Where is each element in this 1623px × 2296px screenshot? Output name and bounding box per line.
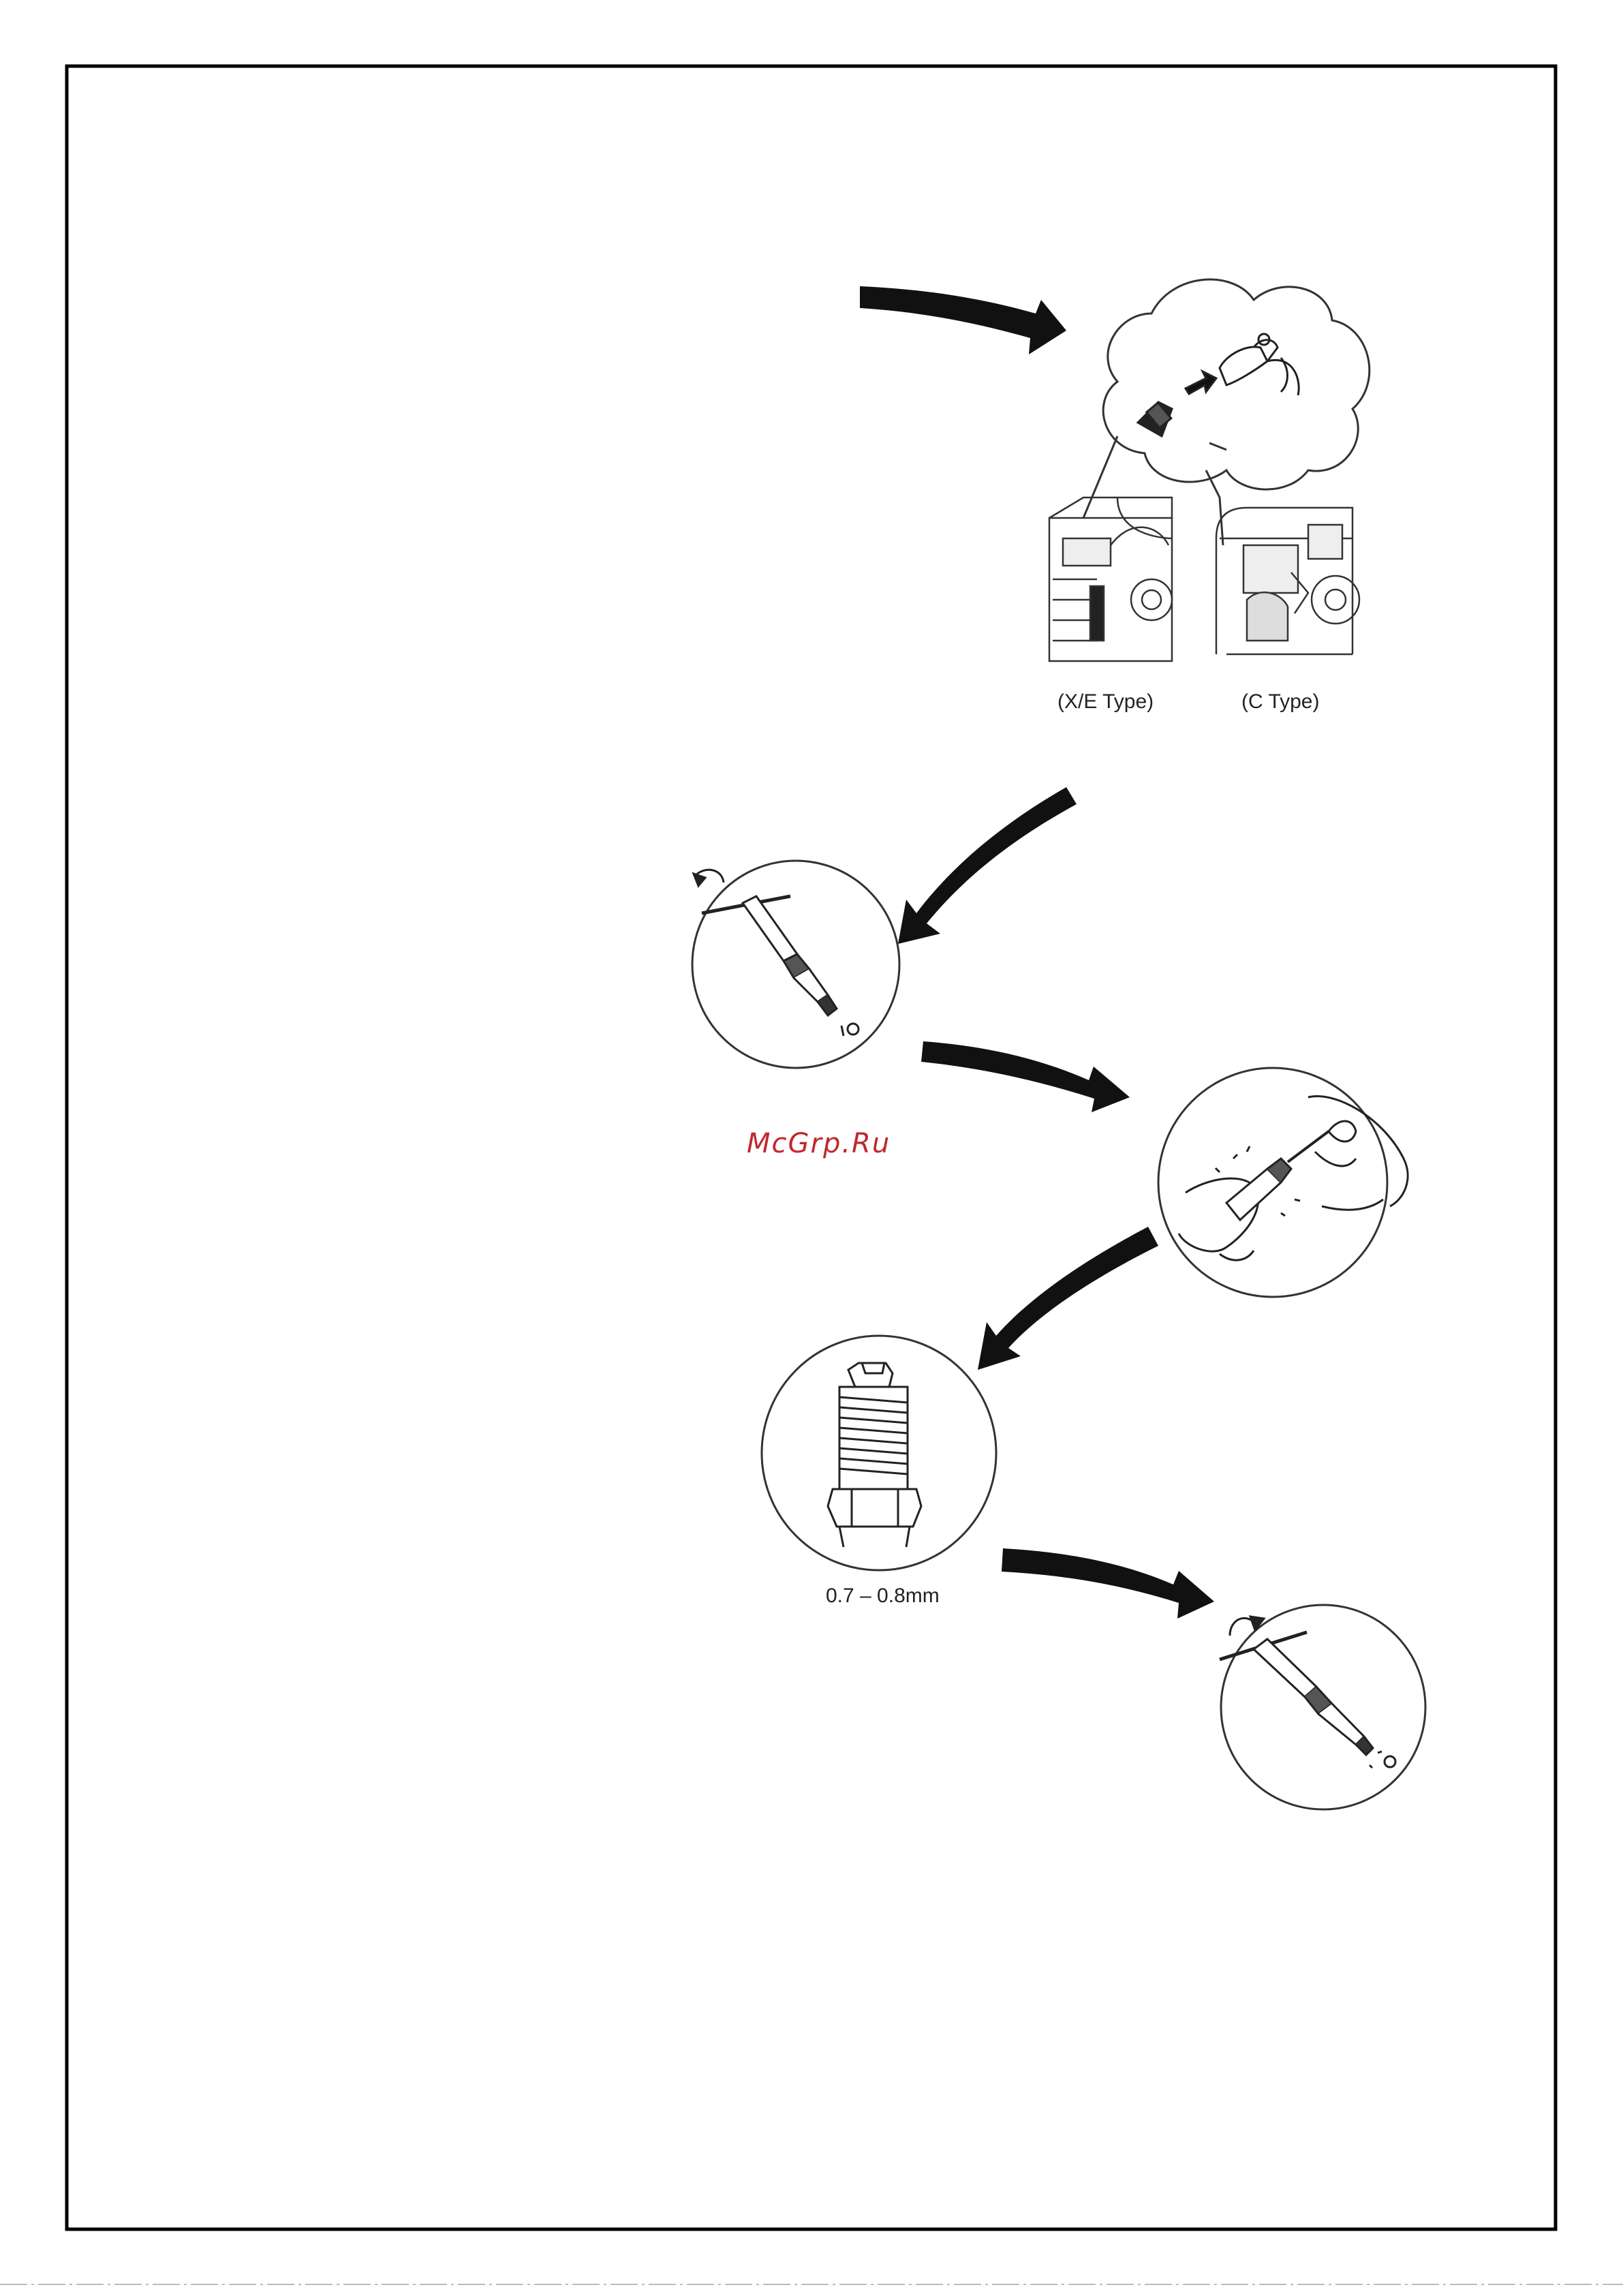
- plug-gap-label: 0.7 – 0.8mm: [826, 1585, 940, 1607]
- cap-cloud-callout: [1083, 279, 1370, 545]
- generator-icon: [1049, 498, 1172, 661]
- x-e-type-label: (X/E Type): [1057, 690, 1154, 713]
- arrow-2: [898, 787, 1077, 944]
- watermark-text: McGrp.Ru: [747, 1128, 891, 1159]
- spark-plug-icon: [828, 1363, 921, 1547]
- generator-icon: [1216, 508, 1359, 654]
- arrow-1: [860, 286, 1066, 354]
- arrow-3: [921, 1041, 1130, 1112]
- arrow-5: [1002, 1548, 1214, 1619]
- arrow-4: [978, 1227, 1158, 1370]
- c-type-label: (C Type): [1241, 690, 1320, 713]
